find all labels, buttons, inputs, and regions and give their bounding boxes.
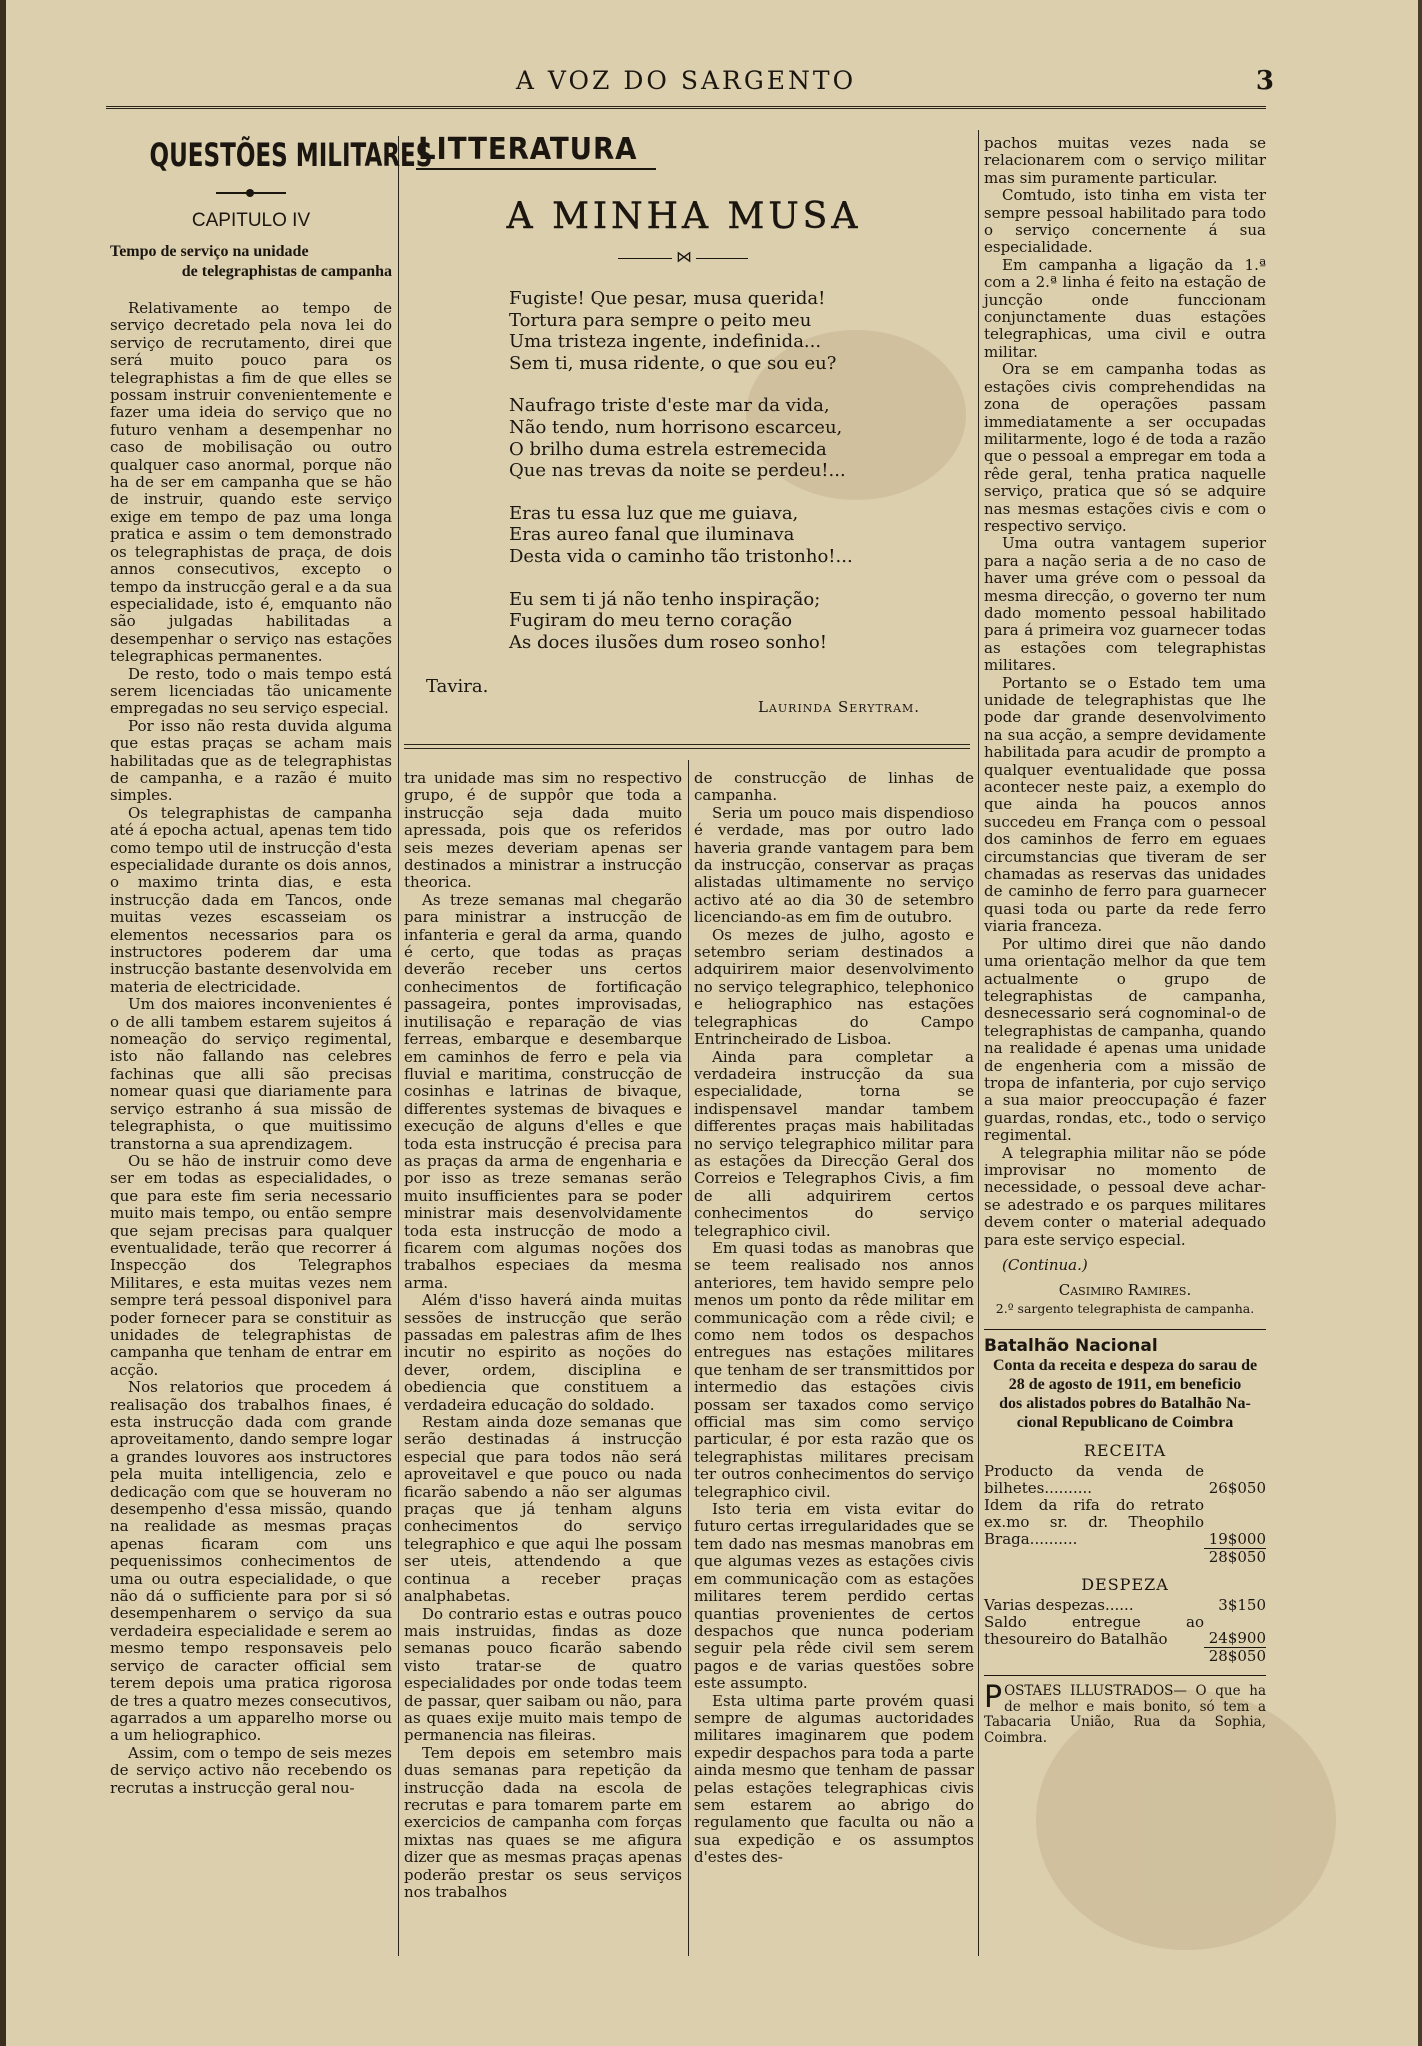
- paragraph: Em campanha a ligação da 1.ª com a 2.ª linha é feito na estação de juncção onde funccionam conjunctamente duas estações telegraphicas, uma civil e outra militar.: [984, 255, 1266, 361]
- poem-author: Laurinda Serytram.: [758, 698, 921, 716]
- article-subtitle: [110, 242, 392, 282]
- paragraph: Os mezes de julho, agosto e setembro seriam destinados a adquirirem maior desenvolvimento no serviço telegraphico, telephonico e heliographico nas estações telegraphicas do Campo Entrincheirado de Lisboa.: [694, 925, 974, 1049]
- poem-line: Eras tu essa luz que me guiava,: [509, 502, 799, 524]
- article-signature: Casimiro Ramires.: [1058, 1281, 1192, 1300]
- poem-line: Fugiram do meu terno coração: [509, 610, 793, 632]
- table-row: [984, 1463, 1266, 1497]
- ledger-total: 28$050: [1204, 1548, 1266, 1566]
- paragraph: A telegraphia militar não se póde improvisar no momento de necessidade, o pessoal deve achar-se adestrado e os parques militares devem conter o material adequado para este serviço especial.: [984, 1143, 1266, 1249]
- newspaper-title: A VOZ DO SARGENTO: [515, 66, 857, 95]
- paragraph: Os telegraphistas de campanha até á epocha actual, apenas tem tido como tempo util de instrucção d'esta especialidade durante os dois annos, o maximo trinta dias, e esta instrucção dada em Tancos, onde muitas vezes escasseiam os elementos necessarios para os instructores poderem dar uma instrucção bastante desenvolvida em materia de electricidade.: [110, 803, 392, 996]
- subtitle-line: cional Republicano de Coimbra: [1016, 1413, 1234, 1431]
- ledger-label: Producto da venda de bilhetes..........: [984, 1462, 1204, 1498]
- article-column-4: [694, 770, 974, 1867]
- table-row: [984, 1597, 1266, 1614]
- poem-line: Que nas trevas da noite se perdeu!...: [509, 460, 846, 482]
- paragraph: Portanto se o Estado tem uma unidade de telegraphistas que lhe pode dar grande desenvolvimento na sua acção, a sempre devidamente habilitada para acudir de prompto a qualquer eventualidade que possa acontecer neste paiz, a exemplo do que ainda ha poucos annos succedeu em França com o pessoal dos caminhos de ferro em eguaes circumstancias que tiveram de ser chamadas as reservas das unidades de caminho de ferro para guarnecer quasi toda ou parte da rede ferro viaria franceza.: [984, 673, 1266, 936]
- poem-line: Desta vida o caminho tão tristonho!...: [509, 545, 853, 567]
- paragraph: Assim, com o tempo de seis mezes de serviço activo não recebendo os recrutas a instrucção geral nou-: [110, 1743, 392, 1797]
- poem-line: Eu sem ti já não tenho inspiração;: [509, 588, 821, 610]
- subtitle-line: Conta da receita e despeza do sarau de: [992, 1356, 1258, 1374]
- column-rule: [398, 136, 399, 1956]
- poem-stanza: [509, 395, 853, 481]
- poem-line: Tortura para sempre o peito meu: [509, 309, 812, 331]
- paragraph: Ora se em campanha todas as estações civis comprehendidas na zona de operações passam immediatamente a ser occupadas militarmente, logo é de toda a razão que o pessoal a empregar em toda a rêde geral, tenha pratica naquelle serviço, pratica que só se adquire nas mesmas estações civis e com o respectivo serviço.: [984, 360, 1266, 535]
- subtitle-line: de telegraphistas de campanha: [181, 263, 392, 280]
- title-underline: [416, 168, 656, 170]
- paragraph: Além d'isso haverá ainda muitas sessões de instrucção que serão passadas em palestras afim de lhes incutir no espirito as noções do dever, ordem, disciplina e obediencia que constituem a verdadeira educação do soldado.: [404, 1291, 682, 1414]
- poem-line: O brilho duma estrela estremecida: [509, 438, 827, 460]
- section-rule: [404, 748, 970, 749]
- section-title-questoes: QUESTÕES MILITARES: [149, 136, 433, 174]
- subtitle-line: dos alistados pobres do Batalhão Na-: [999, 1394, 1251, 1412]
- paragraph: Tem depois em setembro mais duas semanas para repetição da instrucção dada na escola de recrutas e para tomarem parte em exercicios de campanha com forças mixtas nas quaes se me afigura dizer que as mesmas praças apenas poderão prestar os seus serviços nos trabalhos: [404, 1743, 682, 1901]
- paragraph: tra unidade mas sim no respectivo grupo, é de suppôr que toda a instrucção seja dada muito apressada, pois que os referidos seis mezes deveriam apenas ser destinados a ministrar a instrucção theorica.: [404, 769, 682, 892]
- ledger-blank: [984, 1548, 1204, 1566]
- masthead-rule: [106, 106, 1266, 109]
- paragraph: Ainda para completar a verdadeira instrucção da sua especialidade, torna se indispensavel mandar tambem differentes praças mais habilitadas no serviço telegraphico militar para as estações da Direcção Geral dos Correios e Telegraphos Civis, a fim de alli adquirirem certos conhecimentos do serviço telegraphico civil.: [694, 1047, 974, 1240]
- poem-line: Uma tristeza ingente, indefinida...: [509, 331, 822, 353]
- table-row: [984, 1648, 1266, 1666]
- paragraph: Restam ainda doze semanas que serão destinadas á instrucção especial que para todos não será aproveitavel e que pouco ou nada ficarão sabendo a não ser algumas praças que já tenham alguns conhecimentos do serviço telegraphico e que aqui lhe possam ser uteis, attendendo a que continua a receber praças analphabetas.: [404, 1413, 682, 1606]
- section-title-litteratura: LITTERATURA: [418, 132, 638, 167]
- poem-stanza: [509, 503, 853, 568]
- paragraph: Do contrario estas e outras pouco mais instruidas, findas as doze semanas pouco ficarão sabendo visto tratar-se de quatro especialidades por onde todas teem de passar, quer saibam ou não, para as quaes exije muito mais tempo de permanencia nas fileiras.: [404, 1604, 682, 1745]
- signature-role: 2.º sargento telegraphista de campanha.: [995, 1300, 1255, 1316]
- ornament-divider: [618, 258, 748, 259]
- column-rule: [688, 760, 689, 1956]
- paragraph: Um dos maiores inconvenientes é o de alli tambem estarem sujeitos á nomeação do serviço regimental, isto não fallando nas celebres fachinas que alli são precisas nomear quasi que diariamente para serviço estranho á sua missão de telegraphista, o que muitissimo transtorna a sua aprendizagem.: [110, 995, 392, 1153]
- ornament-divider: [984, 1329, 1266, 1330]
- paragraph: Em quasi todas as manobras que se teem realisado nos annos anteriores, tem havido sempre pelo menos um ponto da rêde militar em communicação com a rêde civil; e como nem todos os despachos entregues nas estações militares que tenham de ser transmittidos por intermedio das estações civis possam ser taxados como serviço official mas sim como serviço particular, é por esta razão que os telegraphistas militares precisam ter outros conhecimentos do serviço telegraphico civil.: [694, 1238, 974, 1501]
- poem-stanza: [509, 589, 853, 654]
- paragraph: Ou se hão de instruir como deve ser em todas as especialidades, o que para este fim seria necessario muito mais tempo, ou então sempre que sejam precisas para qualquer eventualidade, terão que recorrer á Inspecção dos Telegraphos Militares, e esta muitas vezes nem sempre terá pessoal disponivel para poder fornecer para se constituir as unidades de telegraphistas de campanha que tenham de entrar em acção.: [110, 1151, 392, 1379]
- receita-heading: RECEITA: [1083, 1440, 1167, 1460]
- poem-title: A MINHA MUSA: [506, 196, 862, 237]
- poem-line: Eras aureo fanal que iluminava: [509, 524, 795, 546]
- advert-text: OSTAES ILLUSTRADOS— O que ha de melhor e mais bonito, só tem a Tabacaria União, Rua da Sophia, Coimbra.: [984, 1683, 1266, 1746]
- paragraph: Comtudo, isto tinha em vista ter sempre pessoal habilitado para todo o serviço concernente á sua especialidade.: [984, 186, 1266, 257]
- section-rule: [984, 1675, 1266, 1676]
- paragraph: Uma outra vantagem superior para a nação seria a de no caso de haver uma gréve com o pessoal da mesma direcção, o governo ter num dado momento pessoal habilitado para á primeira voz guarnecer todas as estações com telegraphistas militares.: [984, 534, 1266, 675]
- newspaper-page: [6, 0, 1418, 2046]
- article-column-5: [984, 135, 1266, 1746]
- subtitle-line: 28 de agosto de 1911, em beneficio: [1008, 1375, 1242, 1393]
- ledger-label: Varias despezas......: [984, 1595, 1134, 1614]
- table-row: [984, 1614, 1266, 1648]
- ledger-amount: 26$050: [1208, 1479, 1266, 1498]
- page-number: 3: [1255, 66, 1274, 96]
- paragraph: Nos relatorios que procedem á realisação dos trabalhos finaes, é esta instrucção dada com grande aproveitamento, dando sempre logar a grandes louvores aos instructores pela muita intelligencia, zelo e dedicação com que se houveram no desempenho d'essa missão, quando na realidade as mesmas praças apenas ficaram com uns pequenissimos conhecimentos de uma ou outra especialidade, o que não dá o sufficiente para por si só desempenharem o serviço da sua verdadeira especialidade e serem ao mesmo tempo responsaveis pelo serviço de caracter official sem terem depois uma pratica rigorosa de tres a quatro mezes consecutivos, agarrados a um apparelho morse ou a um heliographico.: [110, 1378, 392, 1745]
- poem-line: As doces ilusões dum roseo sonho!: [509, 631, 827, 653]
- paragraph: Por isso não resta duvida alguma que estas praças se acham mais habilitadas que as de telegraphistas de campanha, e a razão é muito simples.: [110, 716, 392, 805]
- table-row: [984, 1497, 1266, 1548]
- receita-table: [984, 1463, 1266, 1566]
- poem-line: Naufrago triste d'este mar da vida,: [509, 395, 830, 417]
- batalhao-title: Batalhão Nacional: [984, 1336, 1158, 1357]
- despeza-table: [984, 1597, 1266, 1666]
- paragraph: Por ultimo direi que não dando uma orientação melhor da que tem actualmente o grupo de telegraphistas de campanha, desnecessario será cognominal-o de telegraphistas de campanha, quando na realidade é apenas uma unidade de engenheria com a missão de tropa de infanteria, por cujo serviço a sua maior preoccupação é fazer guardas, rondas, etc., todo o serviço regimental.: [984, 934, 1266, 1145]
- ornament-divider: [216, 192, 286, 194]
- ledger-label: Idem da rifa do retrato ex.mo sr. dr. Theophilo Braga..........: [984, 1496, 1204, 1549]
- paragraph: pachos muitas vezes nada se relacionarem com o serviço militar mas sim puramente particular.: [984, 134, 1266, 187]
- ledger-amount: 3$150: [1218, 1595, 1266, 1614]
- subtitle-line: Tempo de serviço na unidade: [110, 243, 309, 260]
- ledger-amount: 24$900: [1208, 1629, 1266, 1648]
- paragraph: Seria um pouco mais dispendioso é verdade, mas por outro lado haveria grande vantagem para bem da instrucção, conservar as praças alistadas ultimamente no serviço activo até ao dia 30 de setembro licenciando-as em fim de outubro.: [694, 803, 974, 927]
- article-column-1: [110, 300, 392, 1797]
- drop-cap: P: [984, 1680, 1003, 1716]
- poem: [509, 288, 853, 674]
- article-column-3: [404, 770, 682, 1901]
- paragraph: As treze semanas mal chegarão para ministrar a instrucção de infanteria e geral da arma, quando é certo, que todas as praças deverão receber uns certos conhecimentos de fortificação passageira, pontes improvisadas, inutilisação e reparação de vias ferreas, embarque e desembarque em caminhos de ferro e pela via fluvial e maritima, construcção de cosinhas e latrinas de bivaque, differentes systemas de bivaques e execução de alguns d'elles e que toda esta instrucção é precisa para as praças da arma de engenharia e por isso as treze semanas serão muito insufficientes para se poder ministrar mais desenvolvidamente toda esta instrucção de modo a ficarem com algumas noções dos trabalhos especiaes da mesma arma.: [404, 890, 682, 1292]
- poem-stanza: [509, 288, 853, 374]
- ledger-total: 28$050: [1204, 1648, 1266, 1666]
- poem-place: Tavira.: [426, 676, 489, 697]
- table-row: [984, 1548, 1266, 1566]
- section-rule: [404, 744, 970, 745]
- ledger-label: Saldo entregue ao thesoureiro do Batalhão: [984, 1612, 1204, 1648]
- paragraph: De resto, todo o mais tempo está serem licenciadas tão unicamente empregadas no seu serviço especial.: [110, 664, 392, 718]
- continua-text: (Continua.): [1002, 1256, 1088, 1274]
- paragraph: Isto teria em vista evitar do futuro certas irregularidades que se tem dado nas mesmas manobras em que algumas vezes as estações civis em communicação com as estações militares terem perdido certas quantias provenientes de certos despachos que nunca poderiam seguir pela rêde civil sem serem pagos e de varias questões sobre este assumpto.: [694, 1500, 974, 1693]
- poem-line: Sem ti, musa ridente, o que sou eu?: [509, 352, 837, 374]
- postaes-advert: [984, 1680, 1266, 1746]
- poem-line: Não tendo, num horrisono escarceu,: [509, 416, 843, 438]
- ledger-blank: [984, 1648, 1204, 1666]
- continua-note: [984, 1257, 1266, 1274]
- batalhao-subtitle: [984, 1356, 1266, 1432]
- chapter-label: CAPITULO IV: [191, 210, 311, 231]
- masthead: [106, 66, 1274, 102]
- paragraph: Esta ultima parte provém quasi sempre de algumas auctoridades militares imaginarem que podem expedir despachos para toda a parte ainda mesmo que tenham de passar pelas estações telegraphicas civis sem estarem ao abrigo do regulamento que faculta ou não a sua expedição e os assumptos d'estes des-: [694, 1691, 974, 1867]
- ledger-amount: 19$000: [1208, 1529, 1266, 1548]
- despeza-heading: DESPEZA: [1081, 1574, 1169, 1594]
- paragraph: Relativamente ao tempo de serviço decretado pela nova lei do serviço de recrutamento, direi que será muito pouco para os telegraphistas a fim de que elles se possam instruir convenientemente e fazer uma ideia do serviço que no futuro venham a desempenhar no caso de mobilisação ou outro qualquer caso anormal, porque não ha de ser em campanha que se hão de instruir, quando este serviço exige em tempo de paz uma longa pratica e assim o tem demonstrado os telegraphistas de praça, de dois annos consecutivos, excepto o tempo da instrucção geral e a da sua especialidade, isto é, emquanto não são julgadas habilitadas a desempenhar o serviço nas estações telegraphicas permanentes.: [110, 299, 392, 666]
- paragraph: de construcção de linhas de campanha.: [694, 769, 974, 805]
- poem-line: Fugiste! Que pesar, musa querida!: [509, 288, 826, 309]
- column-rule: [978, 130, 979, 1956]
